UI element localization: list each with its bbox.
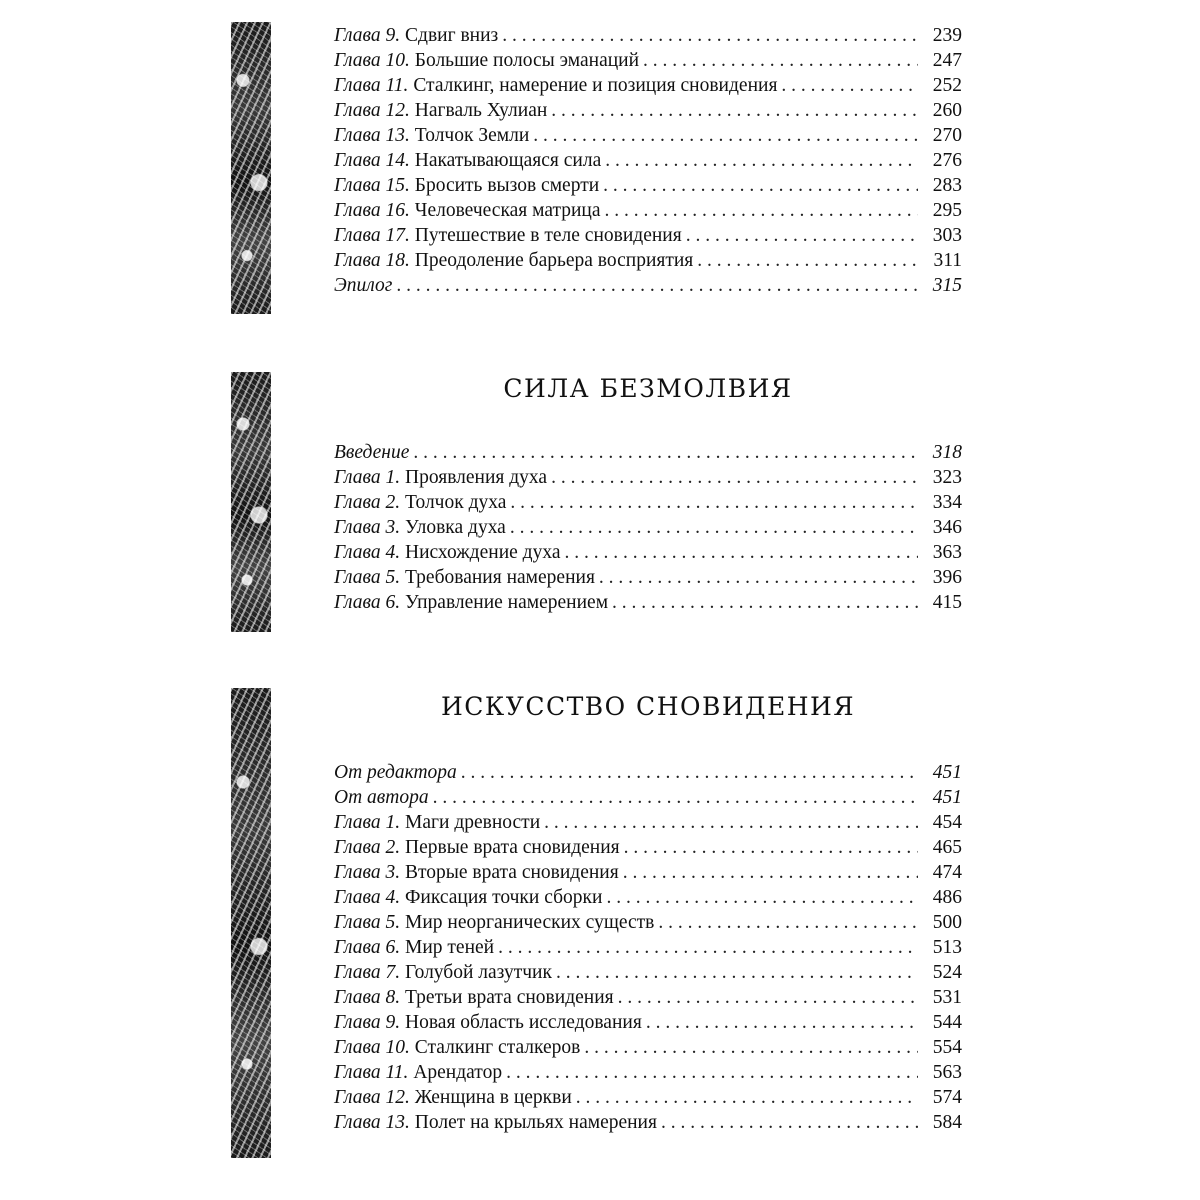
- dot-leader: [658, 910, 918, 935]
- dot-leader: [544, 810, 918, 835]
- chapter-number: Глава 1.: [334, 467, 401, 488]
- toc-entry: [334, 173, 962, 198]
- page-number: 500: [932, 912, 962, 933]
- page-number: 334: [932, 492, 962, 513]
- page-number: 513: [932, 937, 962, 958]
- toc-entry-label: [334, 148, 605, 173]
- dot-leader: [556, 960, 918, 985]
- dot-leader: [461, 760, 918, 785]
- chapter-title: Эпилог: [334, 275, 393, 296]
- toc-entry: [334, 785, 962, 810]
- chapter-title: Проявления духа: [405, 467, 548, 488]
- dot-leader: [498, 935, 918, 960]
- toc-entry: [334, 1060, 962, 1085]
- page-number: 260: [932, 100, 962, 121]
- chapter-number: Глава 8.: [334, 987, 401, 1008]
- dot-leader: [646, 1010, 918, 1035]
- chapter-title: Первые врата сновидения: [405, 837, 620, 858]
- toc-entry-label: [334, 465, 551, 490]
- toc-entry-label: [334, 273, 396, 298]
- dot-leader: [396, 273, 918, 298]
- page-number: 451: [932, 762, 962, 783]
- dot-leader: [623, 860, 918, 885]
- toc-entry: [334, 48, 962, 73]
- chapter-title: Сталкинг, намерение и позиция сновидения: [413, 75, 778, 96]
- toc-entry: [334, 490, 962, 515]
- dot-leader: [686, 223, 918, 248]
- dot-leader: [599, 565, 918, 590]
- page-number: 574: [932, 1087, 962, 1108]
- page-number: 247: [932, 50, 962, 71]
- toc-entry-label: [334, 835, 624, 860]
- section-title-iskusstvo-snovideniya: ИСКУССТВО СНОВИДЕНИЯ: [440, 692, 856, 721]
- toc-entry: [334, 440, 962, 465]
- page-number: 363: [932, 542, 962, 563]
- chapter-number: Глава 7.: [334, 962, 401, 983]
- toc-entry: [334, 273, 962, 298]
- chapter-number: Глава 12.: [334, 100, 410, 121]
- toc-entry: [334, 465, 962, 490]
- toc-entry-label: [334, 985, 618, 1010]
- page-number: 554: [932, 1037, 962, 1058]
- toc-entry-label: [334, 1035, 584, 1060]
- chapter-number: Глава 5.: [334, 912, 401, 933]
- toc-entry-label: [334, 23, 502, 48]
- chapter-title: Введение: [334, 442, 410, 463]
- toc-entry-label: [334, 490, 510, 515]
- dot-leader: [510, 515, 918, 540]
- page-number: 346: [932, 517, 962, 538]
- chapter-title: Управление намерением: [405, 592, 609, 613]
- dot-leader: [661, 1110, 918, 1135]
- toc-entry: [334, 515, 962, 540]
- toc-section-sila-bezmolviya: [334, 440, 962, 615]
- chapter-number: Глава 13.: [334, 1112, 410, 1133]
- page-number: 415: [932, 592, 962, 613]
- chapter-number: Глава 14.: [334, 150, 410, 171]
- chapter-number: Глава 9.: [334, 1012, 401, 1033]
- chapter-number: Глава 11.: [334, 1062, 409, 1083]
- chapter-number: Глава 6.: [334, 592, 401, 613]
- page-number: 295: [932, 200, 962, 221]
- page-number: 396: [932, 567, 962, 588]
- toc-entry-label: [334, 73, 781, 98]
- engraving-strip-top: [231, 22, 271, 314]
- toc-entry: [334, 248, 962, 273]
- toc-entry: [334, 885, 962, 910]
- toc-entry: [334, 223, 962, 248]
- chapter-title: Большие полосы эманаций: [414, 50, 640, 71]
- chapter-number: Глава 6.: [334, 937, 401, 958]
- toc-entry-label: [334, 935, 498, 960]
- toc-entry-label: [334, 440, 413, 465]
- toc-entry-label: [334, 198, 605, 223]
- chapter-title: Третьи врата сновидения: [405, 987, 614, 1008]
- chapter-number: Глава 18.: [334, 250, 410, 271]
- dot-leader: [564, 540, 918, 565]
- toc-entry: [334, 590, 962, 615]
- dot-leader: [533, 123, 918, 148]
- chapter-title: Преодоление барьера восприятия: [414, 250, 694, 271]
- dot-leader: [433, 785, 918, 810]
- page-number: 454: [932, 812, 962, 833]
- toc-entry-label: [334, 123, 533, 148]
- toc-entry-label: [334, 810, 544, 835]
- page-number: 544: [932, 1012, 962, 1033]
- chapter-title: Фиксация точки сборки: [405, 887, 603, 908]
- dot-leader: [643, 48, 918, 73]
- page-number: 283: [932, 175, 962, 196]
- chapter-number: Глава 15.: [334, 175, 410, 196]
- toc-entry-label: [334, 248, 697, 273]
- page-number: 315: [932, 275, 962, 296]
- page-number: 318: [932, 442, 962, 463]
- toc-entry: [334, 1035, 962, 1060]
- chapter-number: Глава 13.: [334, 125, 410, 146]
- toc-entry: [334, 98, 962, 123]
- chapter-title: Сталкинг сталкеров: [414, 1037, 581, 1058]
- chapter-number: Глава 4.: [334, 887, 401, 908]
- dot-leader: [551, 98, 918, 123]
- chapter-number: Глава 12.: [334, 1087, 410, 1108]
- toc-entry-label: [334, 910, 658, 935]
- page-number: 486: [932, 887, 962, 908]
- dot-leader: [413, 440, 918, 465]
- chapter-title: Бросить вызов смерти: [414, 175, 600, 196]
- page-number: 311: [933, 250, 962, 271]
- toc-entry-label: [334, 785, 433, 810]
- page-number: 474: [932, 862, 962, 883]
- chapter-number: Глава 3.: [334, 517, 401, 538]
- toc-entry: [334, 960, 962, 985]
- toc-section-continued: [334, 23, 962, 298]
- toc-entry-label: [334, 173, 603, 198]
- chapter-number: Глава 4.: [334, 542, 401, 563]
- chapter-title: Толчок духа: [405, 492, 507, 513]
- dot-leader: [605, 148, 918, 173]
- chapter-number: Глава 9.: [334, 25, 401, 46]
- chapter-title: Требования намерения: [405, 567, 595, 588]
- page-number: 276: [932, 150, 962, 171]
- toc-entry-label: [334, 960, 556, 985]
- toc-entry-label: [334, 1110, 661, 1135]
- page-number: 252: [932, 75, 962, 96]
- toc-entry-label: [334, 1060, 506, 1085]
- chapter-title: Накатывающаяся сила: [414, 150, 602, 171]
- dot-leader: [697, 248, 918, 273]
- dot-leader: [618, 985, 918, 1010]
- chapter-title: От автора: [334, 787, 429, 808]
- chapter-title: Толчок Земли: [414, 125, 530, 146]
- dot-leader: [606, 885, 918, 910]
- toc-entry-label: [334, 515, 510, 540]
- toc-entry: [334, 148, 962, 173]
- page-number: 239: [932, 25, 962, 46]
- dot-leader: [506, 1060, 918, 1085]
- toc-entry: [334, 835, 962, 860]
- chapter-title: Новая область исследования: [405, 1012, 642, 1033]
- page-number: 465: [932, 837, 962, 858]
- chapter-title: Сдвиг вниз: [405, 25, 499, 46]
- section-title-sila-bezmolviya: СИЛА БЕЗМОЛВИЯ: [503, 374, 793, 403]
- toc-entry-label: [334, 48, 643, 73]
- page-number: 584: [932, 1112, 962, 1133]
- chapter-number: Глава 2.: [334, 492, 401, 513]
- toc-entry: [334, 73, 962, 98]
- chapter-title: Мир неорганических существ: [405, 912, 655, 933]
- toc-entry: [334, 1085, 962, 1110]
- toc-entry: [334, 23, 962, 48]
- toc-entry-label: [334, 540, 564, 565]
- dot-leader: [612, 590, 918, 615]
- chapter-title: Человеческая матрица: [414, 200, 601, 221]
- toc-entry: [334, 760, 962, 785]
- toc-entry: [334, 935, 962, 960]
- dot-leader: [551, 465, 918, 490]
- chapter-number: Глава 5.: [334, 567, 401, 588]
- page-number: 323: [932, 467, 962, 488]
- toc-entry: [334, 565, 962, 590]
- engraving-strip-middle: [231, 372, 271, 632]
- toc-entry-label: [334, 885, 606, 910]
- page-number: 524: [932, 962, 962, 983]
- chapter-title: Вторые врата сновидения: [405, 862, 619, 883]
- chapter-number: Глава 11.: [334, 75, 409, 96]
- chapter-title: Нисхождение духа: [405, 542, 561, 563]
- toc-entry-label: [334, 860, 623, 885]
- dot-leader: [605, 198, 918, 223]
- page-number: 270: [932, 125, 962, 146]
- toc-entry: [334, 123, 962, 148]
- toc-entry: [334, 198, 962, 223]
- chapter-title: Мир теней: [405, 937, 495, 958]
- dot-leader: [624, 835, 918, 860]
- chapter-number: Глава 2.: [334, 837, 401, 858]
- toc-entry-label: [334, 565, 599, 590]
- toc-entry: [334, 540, 962, 565]
- chapter-title: Арендатор: [413, 1062, 503, 1083]
- toc-entry-label: [334, 1085, 576, 1110]
- dot-leader: [603, 173, 918, 198]
- toc-entry: [334, 860, 962, 885]
- toc-entry: [334, 1110, 962, 1135]
- toc-entry-label: [334, 223, 686, 248]
- dot-leader: [502, 23, 918, 48]
- chapter-number: Глава 1.: [334, 812, 401, 833]
- chapter-number: Глава 17.: [334, 225, 410, 246]
- chapter-number: Глава 10.: [334, 50, 410, 71]
- chapter-title: Полет на крыльях намерения: [414, 1112, 657, 1133]
- chapter-title: Нагваль Хулиан: [414, 100, 548, 121]
- dot-leader: [781, 73, 918, 98]
- chapter-title: Путешествие в теле сновидения: [414, 225, 682, 246]
- chapter-number: Глава 10.: [334, 1037, 410, 1058]
- chapter-title: Уловка духа: [405, 517, 506, 538]
- toc-entry-label: [334, 590, 612, 615]
- chapter-title: Маги древности: [405, 812, 541, 833]
- chapter-number: Глава 3.: [334, 862, 401, 883]
- page-number: 303: [932, 225, 962, 246]
- toc-entry: [334, 985, 962, 1010]
- chapter-number: Глава 16.: [334, 200, 410, 221]
- engraving-strip-bottom: [231, 688, 271, 1158]
- dot-leader: [584, 1035, 918, 1060]
- toc-entry-label: [334, 760, 461, 785]
- toc-entry: [334, 810, 962, 835]
- toc-entry-label: [334, 98, 551, 123]
- toc-section-iskusstvo-snovideniya: [334, 760, 962, 1135]
- page-number: 531: [932, 987, 962, 1008]
- toc-entry: [334, 1010, 962, 1035]
- chapter-title: От редактора: [334, 762, 457, 783]
- dot-leader: [576, 1085, 918, 1110]
- chapter-title: Женщина в церкви: [414, 1087, 572, 1108]
- dot-leader: [510, 490, 918, 515]
- toc-entry: [334, 910, 962, 935]
- page-number: 451: [932, 787, 962, 808]
- toc-entry-label: [334, 1010, 646, 1035]
- page-number: 563: [932, 1062, 962, 1083]
- chapter-title: Голубой лазутчик: [405, 962, 552, 983]
